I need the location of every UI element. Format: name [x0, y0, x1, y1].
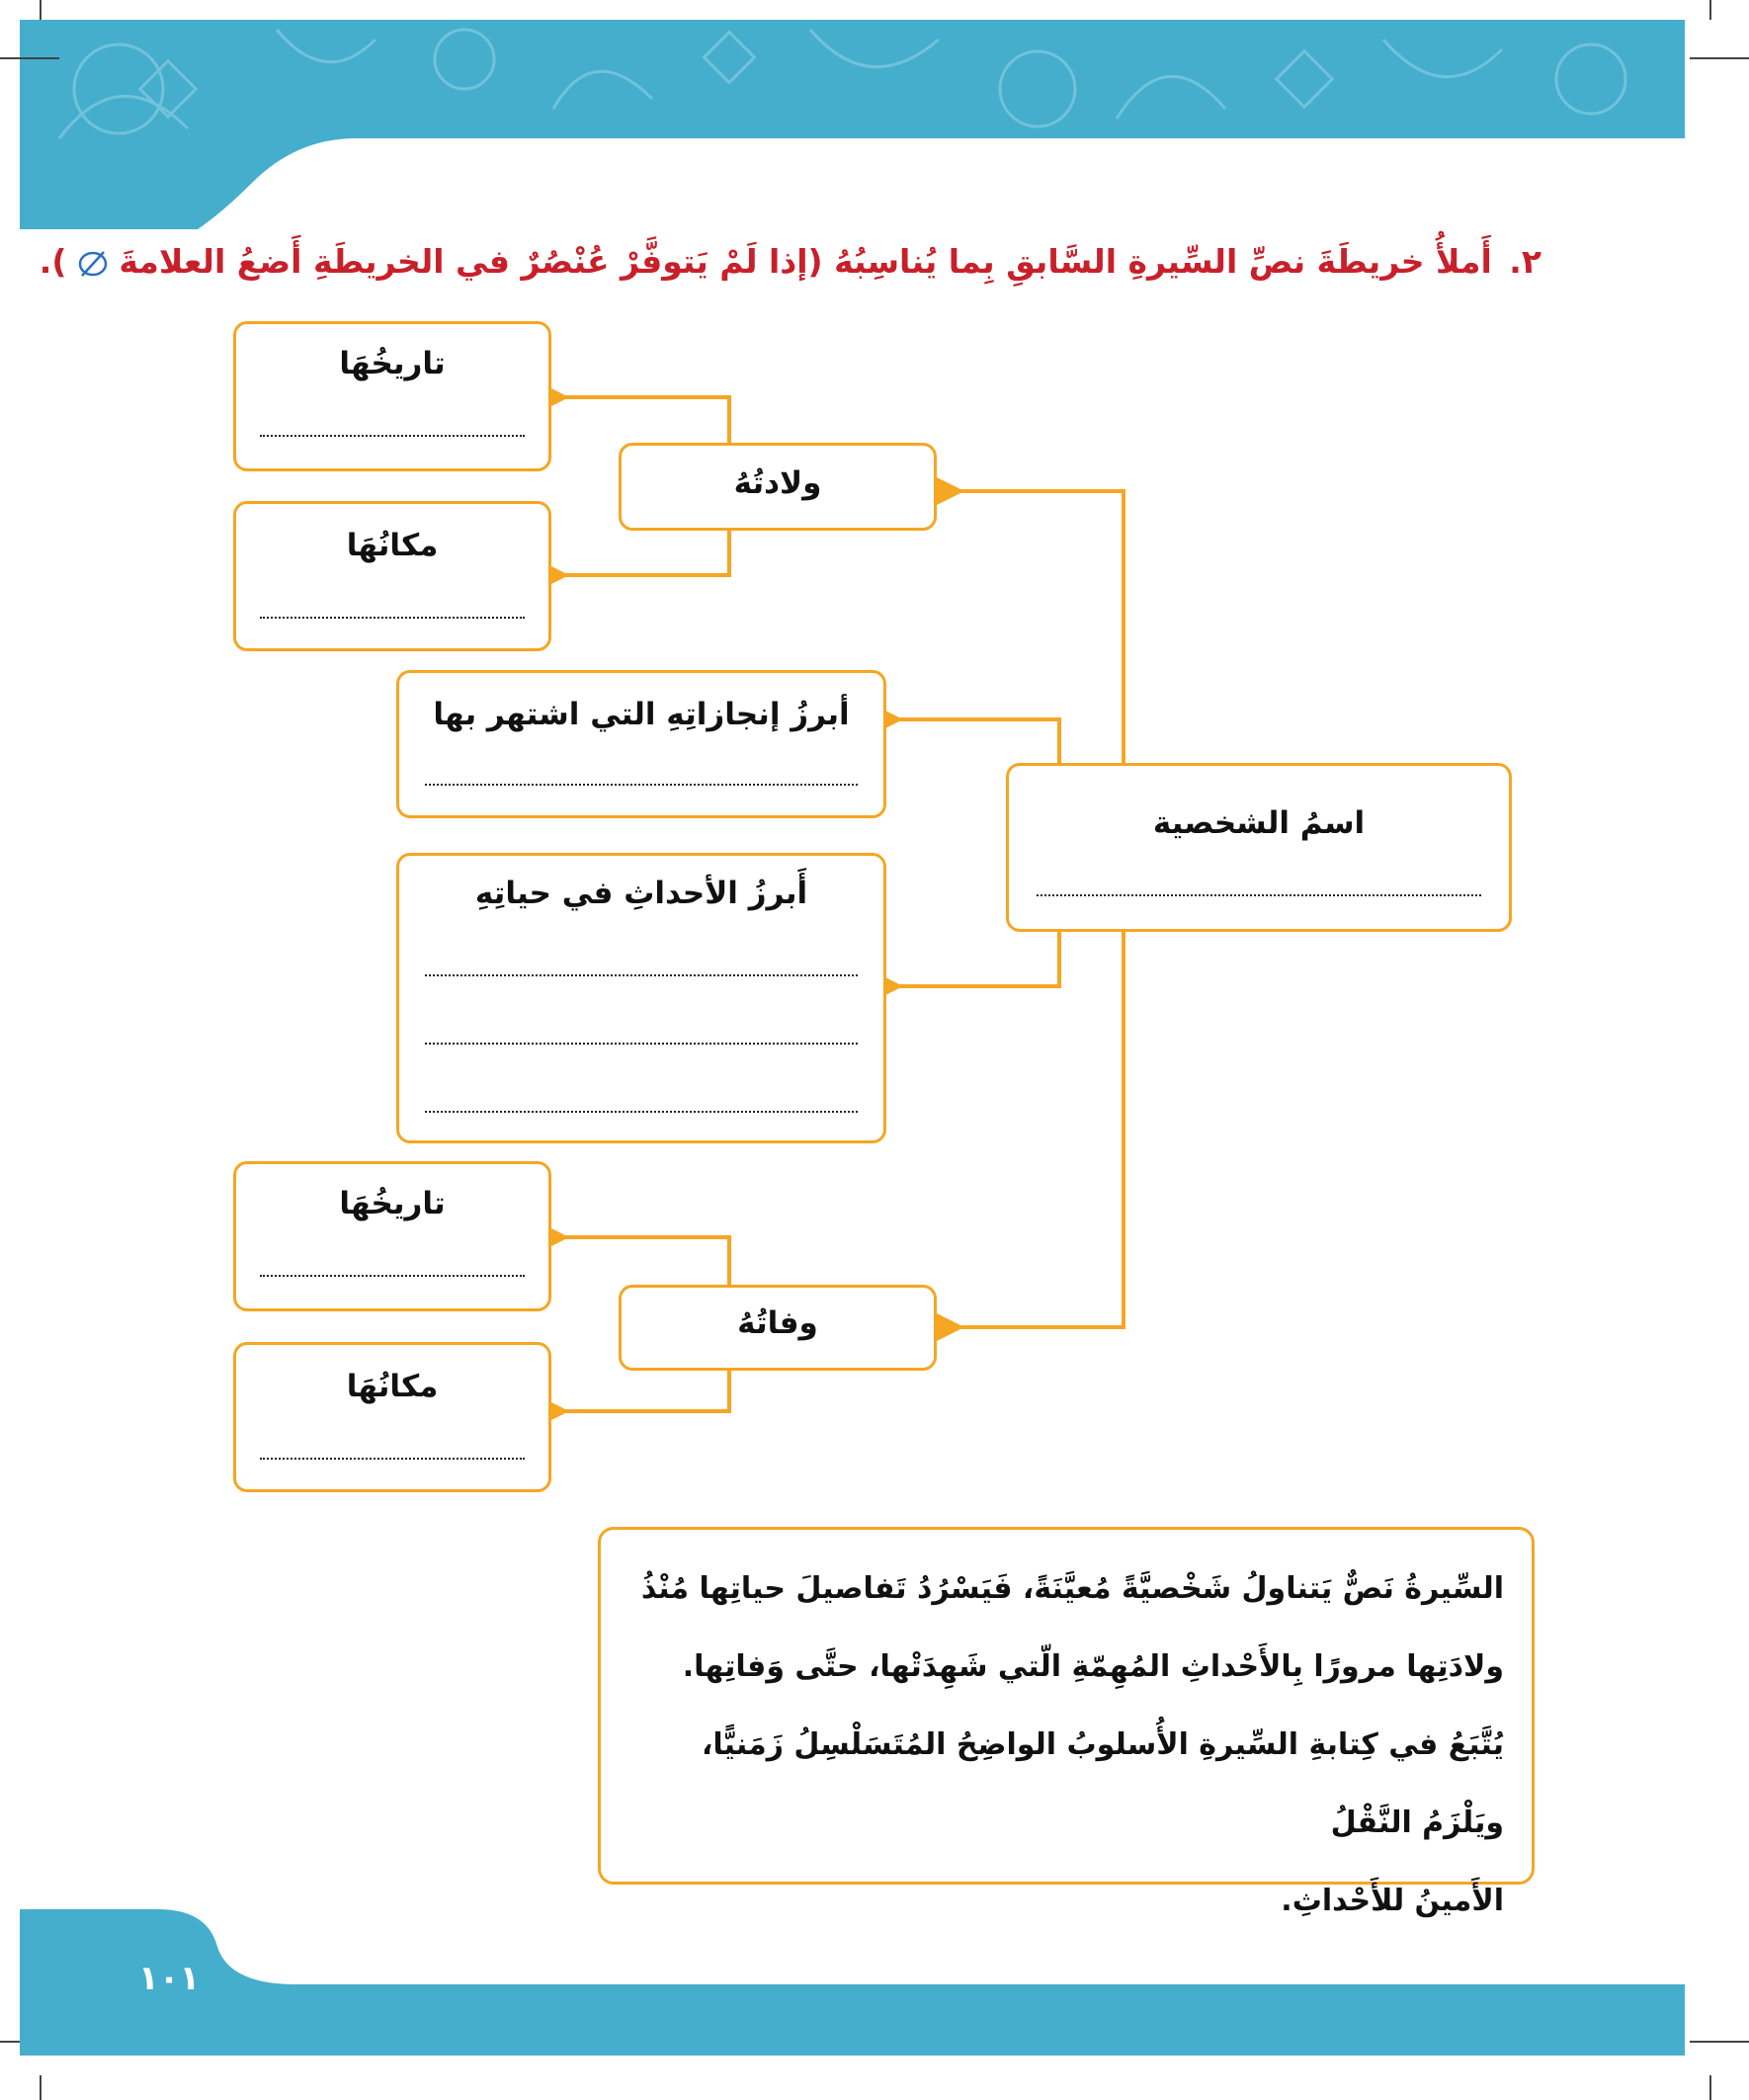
birth-place-answer-line[interactable] — [260, 617, 525, 619]
birth-date-answer-line[interactable] — [260, 435, 525, 437]
question-number: ٢. — [1509, 242, 1541, 281]
birth-place-label: مكانُهَا — [346, 528, 439, 563]
definition-line-3: يُتَّبَعُ في كِتابةِ السِّيرةِ الأُسلوبُ الواضِحُ المُتَسَلْسِلُ زَمَنيًّا، ويَلْزَمُ النَّقْلُ — [701, 1727, 1504, 1840]
character-name-answer-line[interactable] — [1037, 894, 1481, 896]
death-place-label: مكانُهَا — [346, 1369, 439, 1404]
birth-box — [619, 443, 937, 531]
events-answer-line-2[interactable] — [425, 1043, 858, 1045]
definition-line-2: ولادَتِها مرورًا بِالأَحْداثِ المُهِمّةِ الّتي شَهِدَتْها، حتَّى وَفاتِها. — [682, 1649, 1504, 1684]
events-label: أَبرزُ الأحداثِ في حياتِهِ — [474, 876, 808, 911]
definition-line-1: السِّيرةُ نَصٌّ يَتناولُ شَخْصيَّةً مُعيَّنَةً، فَيَسْرُدُ تَفاصيلَ حياتِها مُنْذُ — [640, 1571, 1504, 1606]
definition-line-4: الأَمينُ للأَحْداثِ. — [1281, 1884, 1504, 1918]
birth-date-box — [233, 321, 551, 471]
achievements-label: أبرزُ إنجازاتِهِ التي اشتهر بها — [433, 697, 850, 732]
events-box — [396, 853, 886, 1143]
question-closing: ). — [39, 242, 67, 281]
character-name-box — [1006, 763, 1512, 932]
death-date-answer-line[interactable] — [260, 1275, 525, 1277]
death-date-box — [233, 1161, 551, 1311]
death-place-answer-line[interactable] — [260, 1458, 525, 1460]
achievements-box — [396, 670, 886, 818]
page-number: ١٠١ — [138, 1959, 201, 1998]
events-answer-line-3[interactable] — [425, 1111, 858, 1113]
biography-definition-box — [598, 1527, 1535, 1918]
question-text: أَملأُ خريطَةَ نصِّ السِّيرةِ السَّابقِ بِما يُناسِبُهُ (إذا لَمْ يَتوفَّرْ عُنْصُرٌ في الخريطَةِ أَضعُ العلامةَ — [119, 242, 1492, 281]
death-place-box — [233, 1342, 551, 1492]
death-date-label: تاريخُهَا — [339, 1186, 446, 1221]
character-name-label: اسمُ الشخصية — [1152, 805, 1366, 841]
death-box — [619, 1285, 937, 1371]
birth-date-label: تاريخُهَا — [339, 346, 446, 381]
birth-label: ولادتُهُ — [733, 465, 822, 501]
achievements-answer-line[interactable] — [425, 784, 858, 786]
footer-banner — [0, 1907, 1749, 2100]
events-answer-line-1[interactable] — [425, 974, 858, 976]
birth-place-box — [233, 501, 551, 651]
death-label: وفاتُهُ — [737, 1305, 818, 1341]
